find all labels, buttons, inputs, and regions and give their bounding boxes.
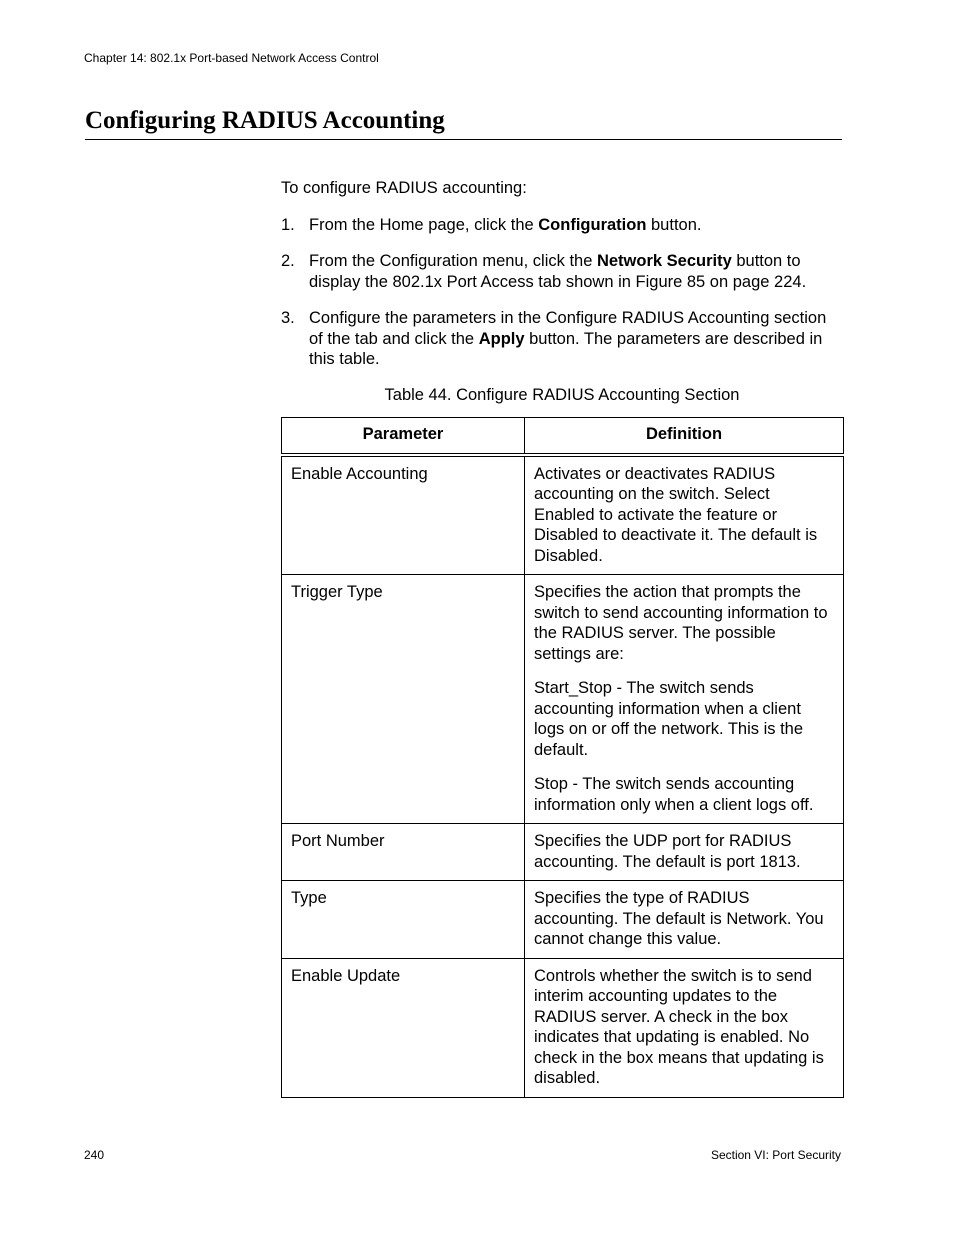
definition-text: Specifies the action that prompts the switch to send accounting information to the RADIUS server. The possible settings are: (534, 583, 828, 663)
step-number: 2. (281, 252, 295, 270)
table-row (282, 575, 844, 824)
page-number: 240 (84, 1148, 105, 1162)
table-row (282, 824, 844, 881)
definition-cell (525, 455, 844, 575)
table-row (282, 881, 844, 959)
table-caption: Table 44. Configure RADIUS Accounting Section (384, 385, 740, 404)
parameter-cell: Trigger Type (282, 575, 525, 824)
definition-cell (525, 824, 844, 881)
step-text: button to display the 802.1x Port Access tab shown in Figure 85 on page 224. (309, 252, 807, 291)
step-text: button. The parameters are described in this table. (309, 329, 823, 368)
definition-cell (525, 575, 844, 824)
title-rule (85, 139, 842, 140)
running-header: Chapter 14: 802.1x Port-based Network Access Control (84, 51, 379, 65)
step-text: From the Configuration menu, click the (309, 252, 597, 270)
parameter-cell: Enable Accounting (282, 455, 525, 575)
definition-cell (525, 958, 844, 1097)
page-title: Configuring RADIUS Accounting (85, 107, 445, 134)
definition-cell (525, 881, 844, 959)
column-header-parameter: Parameter (282, 418, 525, 455)
step-text: From the Home page, click the (309, 215, 539, 234)
parameters-table (281, 417, 844, 1098)
definition-text: Activates or deactivates RADIUS accounting on the switch. Select Enabled to activate the feature or Disabled to deactivate it. The default is Disabled. (534, 464, 818, 565)
step-number: 1. (281, 215, 295, 234)
definition-text: Controls whether the switch is to send interim accounting updates to the RADIUS server. A check in the box indicates that updating is enabled. No check in the box means that updating is disabled. (534, 966, 824, 1087)
parameter-cell: Type (282, 881, 525, 959)
step-bold-term: Network Security (596, 252, 732, 270)
definition-text: Specifies the UDP port for RADIUS accounting. The default is port 1813. (534, 832, 801, 871)
table-row (282, 455, 844, 575)
definition-text: Specifies the type of RADIUS accounting. The default is Network. You cannot change this value. (534, 889, 824, 948)
definition-text: Stop - The switch sends accounting information only when a client logs off. (534, 775, 814, 814)
column-header-definition: Definition (525, 418, 844, 455)
step-1 (281, 215, 843, 236)
parameter-cell: Enable Update (282, 958, 525, 1097)
steps-list (281, 215, 843, 370)
definition-text: Start_Stop - The switch sends accounting information when a client logs on or off the network. This is the default. (534, 679, 804, 759)
table-row (282, 958, 844, 1097)
footer-section: Section VI: Port Security (710, 1148, 841, 1162)
step-bold-term: Apply (478, 329, 525, 348)
parameter-cell: Port Number (282, 824, 525, 881)
step-text: Configure the parameters in the Configure RADIUS Accounting section of the tab and click the (309, 309, 827, 348)
step-bold-term: Configuration (538, 215, 647, 234)
step-3 (281, 308, 843, 370)
step-2 (281, 251, 843, 292)
step-number: 3. (281, 309, 295, 327)
intro-text: To configure RADIUS accounting: (281, 179, 527, 197)
main-content (281, 178, 843, 1098)
table-header-row (282, 418, 844, 455)
step-text: button. (646, 215, 702, 234)
